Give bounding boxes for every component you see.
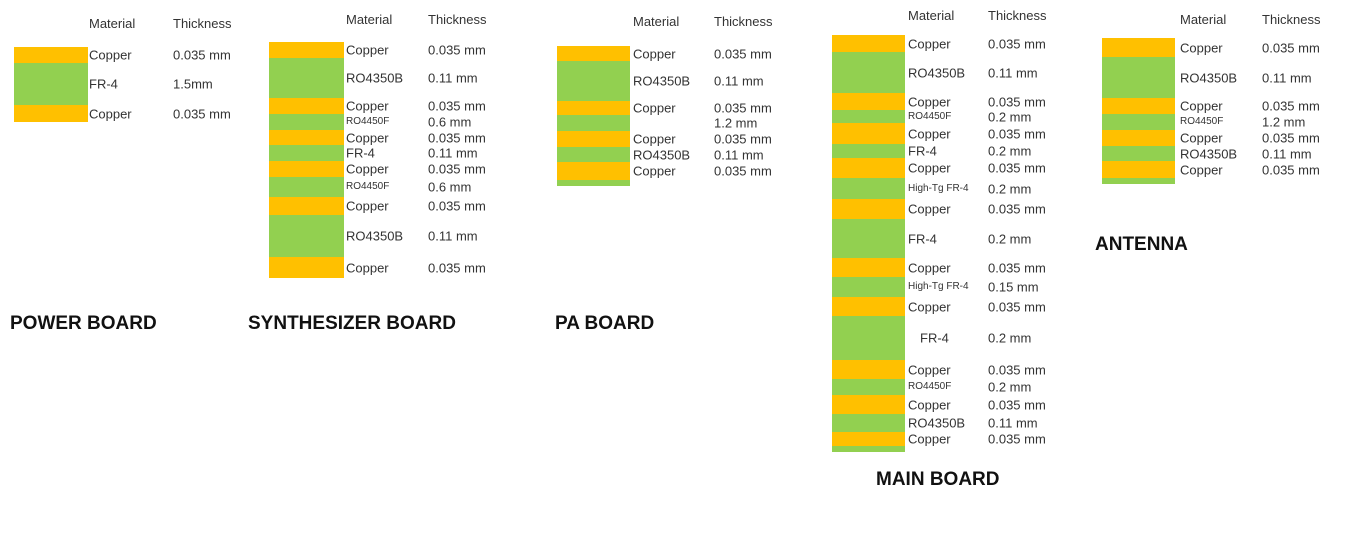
synthesizer-board-thickness-value: 0.11 mm: [428, 70, 478, 86]
main-board-thickness-value: 0.2 mm: [988, 143, 1032, 159]
main-board-stack: [832, 35, 905, 452]
pa-board-title: PA BOARD: [555, 313, 655, 334]
synthesizer-board-layer-1-dielectric: [269, 58, 344, 98]
main-board-thickness-value: 0.2 mm: [988, 181, 1032, 196]
pa-board-layer-1-dielectric: [557, 61, 630, 101]
synthesizer-board-layer-2-copper: [269, 98, 344, 114]
antenna-board-title: ANTENNA: [1095, 234, 1188, 255]
synthesizer-board-material-label: RO4350B: [346, 228, 404, 244]
pa-board-material-header: Material: [633, 14, 680, 29]
synthesizer-board-material-label: Copper: [346, 98, 389, 114]
main-board-material-label: Copper: [908, 94, 951, 109]
main-board-material-label: Copper: [908, 362, 951, 377]
antenna-board-thickness-value: 0.035 mm: [1262, 40, 1320, 55]
power-board-thickness-header: Thickness: [173, 16, 232, 31]
antenna-board-material-label: RO4450F: [1180, 116, 1224, 127]
antenna-board-material-header: Material: [1180, 12, 1227, 27]
synthesizer-board-material-label: Copper: [346, 198, 389, 214]
pa-board-thickness-value: 0.11 mm: [714, 147, 764, 162]
main-board-layer-2-copper: [832, 93, 905, 110]
main-board-layer-14-copper: [832, 360, 905, 379]
power-board-thickness-value: 0.035 mm: [173, 106, 231, 121]
main-board-material-label: RO4350B: [908, 415, 966, 431]
synthesizer-board-thickness-value: 0.035 mm: [428, 98, 486, 114]
synthesizer-board-thickness-value: 0.035 mm: [428, 260, 486, 275]
main-board-thickness-value: 0.035 mm: [988, 201, 1046, 217]
main-board-layer-1-dielectric: [832, 52, 905, 93]
pa-board-layer-6-copper: [557, 162, 630, 180]
main-board-thickness-value: 0.035 mm: [988, 160, 1046, 176]
main-board-material-label: FR-4: [908, 231, 937, 246]
main-board-thickness-header: Thickness: [988, 8, 1047, 23]
synthesizer-board-thickness-header: Thickness: [428, 12, 487, 27]
antenna-board-thickness-value: 0.11 mm: [1262, 146, 1312, 161]
pa-board-thickness-header: Thickness: [714, 14, 773, 29]
main-board-material-label: FR-4: [908, 143, 937, 159]
main-board-thickness-value: 0.035 mm: [988, 94, 1046, 109]
antenna-board-layer-2-copper: [1102, 98, 1175, 114]
antenna-board-material-label: Copper: [1180, 40, 1223, 55]
antenna-board-thickness-header: Thickness: [1262, 12, 1321, 27]
main-board-material-label: Copper: [908, 260, 951, 275]
antenna-board-thickness-value: 1.2 mm: [1262, 114, 1306, 130]
main-board-layer-10-copper: [832, 258, 905, 277]
synthesizer-board-material-label: Copper: [346, 130, 389, 145]
antenna-board-thickness-value: 0.035 mm: [1262, 98, 1320, 114]
main-board-thickness-value: 0.15 mm: [988, 279, 1039, 295]
synthesizer-board-thickness-value: 0.11 mm: [428, 145, 478, 161]
power-board-thickness-value: 0.035 mm: [173, 47, 231, 63]
synthesizer-board-thickness-value: 0.11 mm: [428, 228, 478, 244]
synthesizer-board-thickness-value: 0.6 mm: [428, 179, 472, 195]
synthesizer-board-material-label: RO4450F: [346, 181, 390, 192]
pa-board-thickness-value: 0.11 mm: [714, 73, 764, 89]
power-board-layer-1-dielectric: [14, 63, 88, 105]
synthesizer-board-layer-6-copper: [269, 161, 344, 177]
pa-board-thickness-value: 1.2 mm: [714, 115, 758, 131]
main-board-thickness-value: 0.2 mm: [988, 231, 1032, 246]
pa-board-material-label: Copper: [633, 163, 676, 179]
pa-board-material-label: RO4350B: [633, 147, 691, 162]
main-board-thickness-value: 0.035 mm: [988, 362, 1046, 377]
synthesizer-board-layer-4-copper: [269, 130, 344, 145]
main-board-layer-12-copper: [832, 297, 905, 316]
pa-board-material-label: Copper: [633, 46, 676, 61]
main-board-thickness-value: 0.035 mm: [988, 260, 1046, 275]
synthesizer-board-layer-9-dielectric: [269, 215, 344, 257]
main-board-layer-6-copper: [832, 158, 905, 178]
main-board-layer-13-dielectric: [832, 316, 905, 360]
main-board-material-header: Material: [908, 8, 955, 23]
main-board-thickness-value: 0.2 mm: [988, 109, 1032, 124]
pa-board-layer-3-dielectric: [557, 115, 630, 131]
main-board-material-label: High-Tg FR-4: [908, 182, 969, 194]
antenna-board-layer-3-dielectric: [1102, 114, 1175, 130]
synthesizer-board-thickness-value: 0.035 mm: [428, 130, 486, 145]
synthesizer-board-material-label: RO4350B: [346, 70, 404, 86]
main-board-layer-15-dielectric: [832, 379, 905, 395]
main-board-layer-0-copper: [832, 35, 905, 52]
antenna-board-layer-0-copper: [1102, 38, 1175, 57]
main-board-material-label: Copper: [908, 431, 951, 447]
synthesizer-board-material-header: Material: [346, 12, 393, 27]
main-board-thickness-value: 0.035 mm: [988, 431, 1046, 447]
main-board-material-label: RO4350B: [908, 65, 966, 80]
synthesizer-board-material-label: Copper: [346, 260, 389, 275]
synthesizer-board-thickness-value: 0.6 mm: [428, 114, 472, 130]
main-board-thickness-value: 0.035 mm: [988, 126, 1046, 141]
power-board-material-label: Copper: [89, 106, 132, 121]
antenna-board-stack: [1102, 38, 1175, 184]
main-board-material-label: Copper: [908, 126, 951, 141]
pa-board-layer-0-copper: [557, 46, 630, 61]
power-board-thickness-value: 1.5mm: [173, 76, 213, 92]
main-board-thickness-value: 0.2 mm: [988, 330, 1032, 346]
power-board-layer-0-copper: [14, 47, 88, 63]
antenna-board-thickness-value: 0.11 mm: [1262, 70, 1312, 85]
synthesizer-board-material-label: Copper: [346, 42, 389, 58]
main-board-title: MAIN BOARD: [876, 469, 1000, 490]
power-board-material-label: FR-4: [89, 76, 118, 92]
main-board-material-label: FR-4: [920, 330, 949, 346]
synthesizer-board-thickness-value: 0.035 mm: [428, 42, 486, 58]
pa-board-layer-5-dielectric: [557, 147, 630, 162]
main-board-thickness-value: 0.11 mm: [988, 415, 1038, 431]
main-board-material-label: Copper: [908, 397, 951, 412]
antenna-board-material-label: RO4350B: [1180, 70, 1238, 85]
synthesizer-board-thickness-value: 0.035 mm: [428, 161, 486, 177]
antenna-board-layer-5-dielectric: [1102, 146, 1175, 161]
main-board-material-label: Copper: [908, 201, 951, 217]
synthesizer-board-thickness-value: 0.035 mm: [428, 198, 486, 214]
synthesizer-board-layer-10-copper: [269, 257, 344, 278]
antenna-board-layer-6-copper: [1102, 161, 1175, 178]
main-board-layer-18-copper: [832, 432, 905, 446]
power-board-title: POWER BOARD: [10, 313, 157, 334]
antenna-board-layer-7-dielectric: [1102, 178, 1175, 184]
antenna-board-layer-1-dielectric: [1102, 57, 1175, 98]
pa-board-material-label: Copper: [633, 131, 676, 147]
main-board-layer-9-dielectric: [832, 219, 905, 258]
main-board-material-label: High-Tg FR-4: [908, 281, 969, 292]
pa-board-layer-4-copper: [557, 131, 630, 147]
main-board-layer-11-dielectric: [832, 277, 905, 297]
power-board-material-header: Material: [89, 16, 136, 31]
antenna-board-thickness-value: 0.035 mm: [1262, 162, 1320, 177]
main-board-layer-19-dielectric: [832, 446, 905, 452]
pa-board-thickness-value: 0.035 mm: [714, 131, 772, 147]
synthesizer-board-layer-5-dielectric: [269, 145, 344, 161]
main-board-thickness-value: 0.035 mm: [988, 299, 1046, 314]
antenna-board-material-label: RO4350B: [1180, 146, 1238, 161]
pa-board-thickness-value: 0.035 mm: [714, 46, 772, 61]
main-board-layer-4-copper: [832, 123, 905, 144]
main-board-material-label: Copper: [908, 36, 951, 51]
main-board-thickness-value: 0.11 mm: [988, 65, 1038, 80]
synthesizer-board-title: SYNTHESIZER BOARD: [248, 313, 456, 334]
main-board-layer-16-copper: [832, 395, 905, 414]
main-board-layer-5-dielectric: [832, 144, 905, 158]
antenna-board-material-label: Copper: [1180, 162, 1223, 177]
antenna-board-material-label: Copper: [1180, 98, 1223, 114]
main-board-thickness-value: 0.035 mm: [988, 397, 1046, 412]
main-board-material-label: RO4450F: [908, 381, 952, 392]
main-board-layer-3-dielectric: [832, 110, 905, 123]
pa-board-layer-2-copper: [557, 101, 630, 115]
main-board-thickness-value: 0.035 mm: [988, 36, 1046, 51]
main-board-material-label: Copper: [908, 299, 951, 314]
pa-board-stack: [557, 46, 630, 186]
antenna-board-thickness-value: 0.035 mm: [1262, 130, 1320, 146]
synthesizer-board-material-label: FR-4: [346, 145, 375, 161]
main-board-layer-8-copper: [832, 199, 905, 219]
pa-board-thickness-value: 0.035 mm: [714, 100, 772, 116]
power-board-stack: [14, 47, 88, 122]
pa-board-thickness-value: 0.035 mm: [714, 163, 772, 179]
main-board-material-label: Copper: [908, 160, 951, 176]
power-board-material-label: Copper: [89, 47, 132, 63]
main-board-layer-17-dielectric: [832, 414, 905, 432]
antenna-board-layer-4-copper: [1102, 130, 1175, 146]
synthesizer-board-layer-0-copper: [269, 42, 344, 58]
synthesizer-board-layer-3-dielectric: [269, 114, 344, 130]
synthesizer-board-layer-8-copper: [269, 197, 344, 215]
pa-board-material-label: RO4350B: [633, 73, 691, 89]
pa-board-layer-7-dielectric: [557, 180, 630, 186]
power-board-layer-2-copper: [14, 105, 88, 122]
pa-board-material-label: Copper: [633, 100, 676, 116]
synthesizer-board-stack: [269, 42, 344, 278]
synthesizer-board-layer-7-dielectric: [269, 177, 344, 197]
synthesizer-board-material-label: RO4450F: [346, 116, 390, 127]
main-board-material-label: RO4450F: [908, 110, 952, 122]
synthesizer-board-material-label: Copper: [346, 161, 389, 177]
main-board-layer-7-dielectric: [832, 178, 905, 199]
main-board-thickness-value: 0.2 mm: [988, 379, 1032, 395]
antenna-board-material-label: Copper: [1180, 130, 1223, 146]
